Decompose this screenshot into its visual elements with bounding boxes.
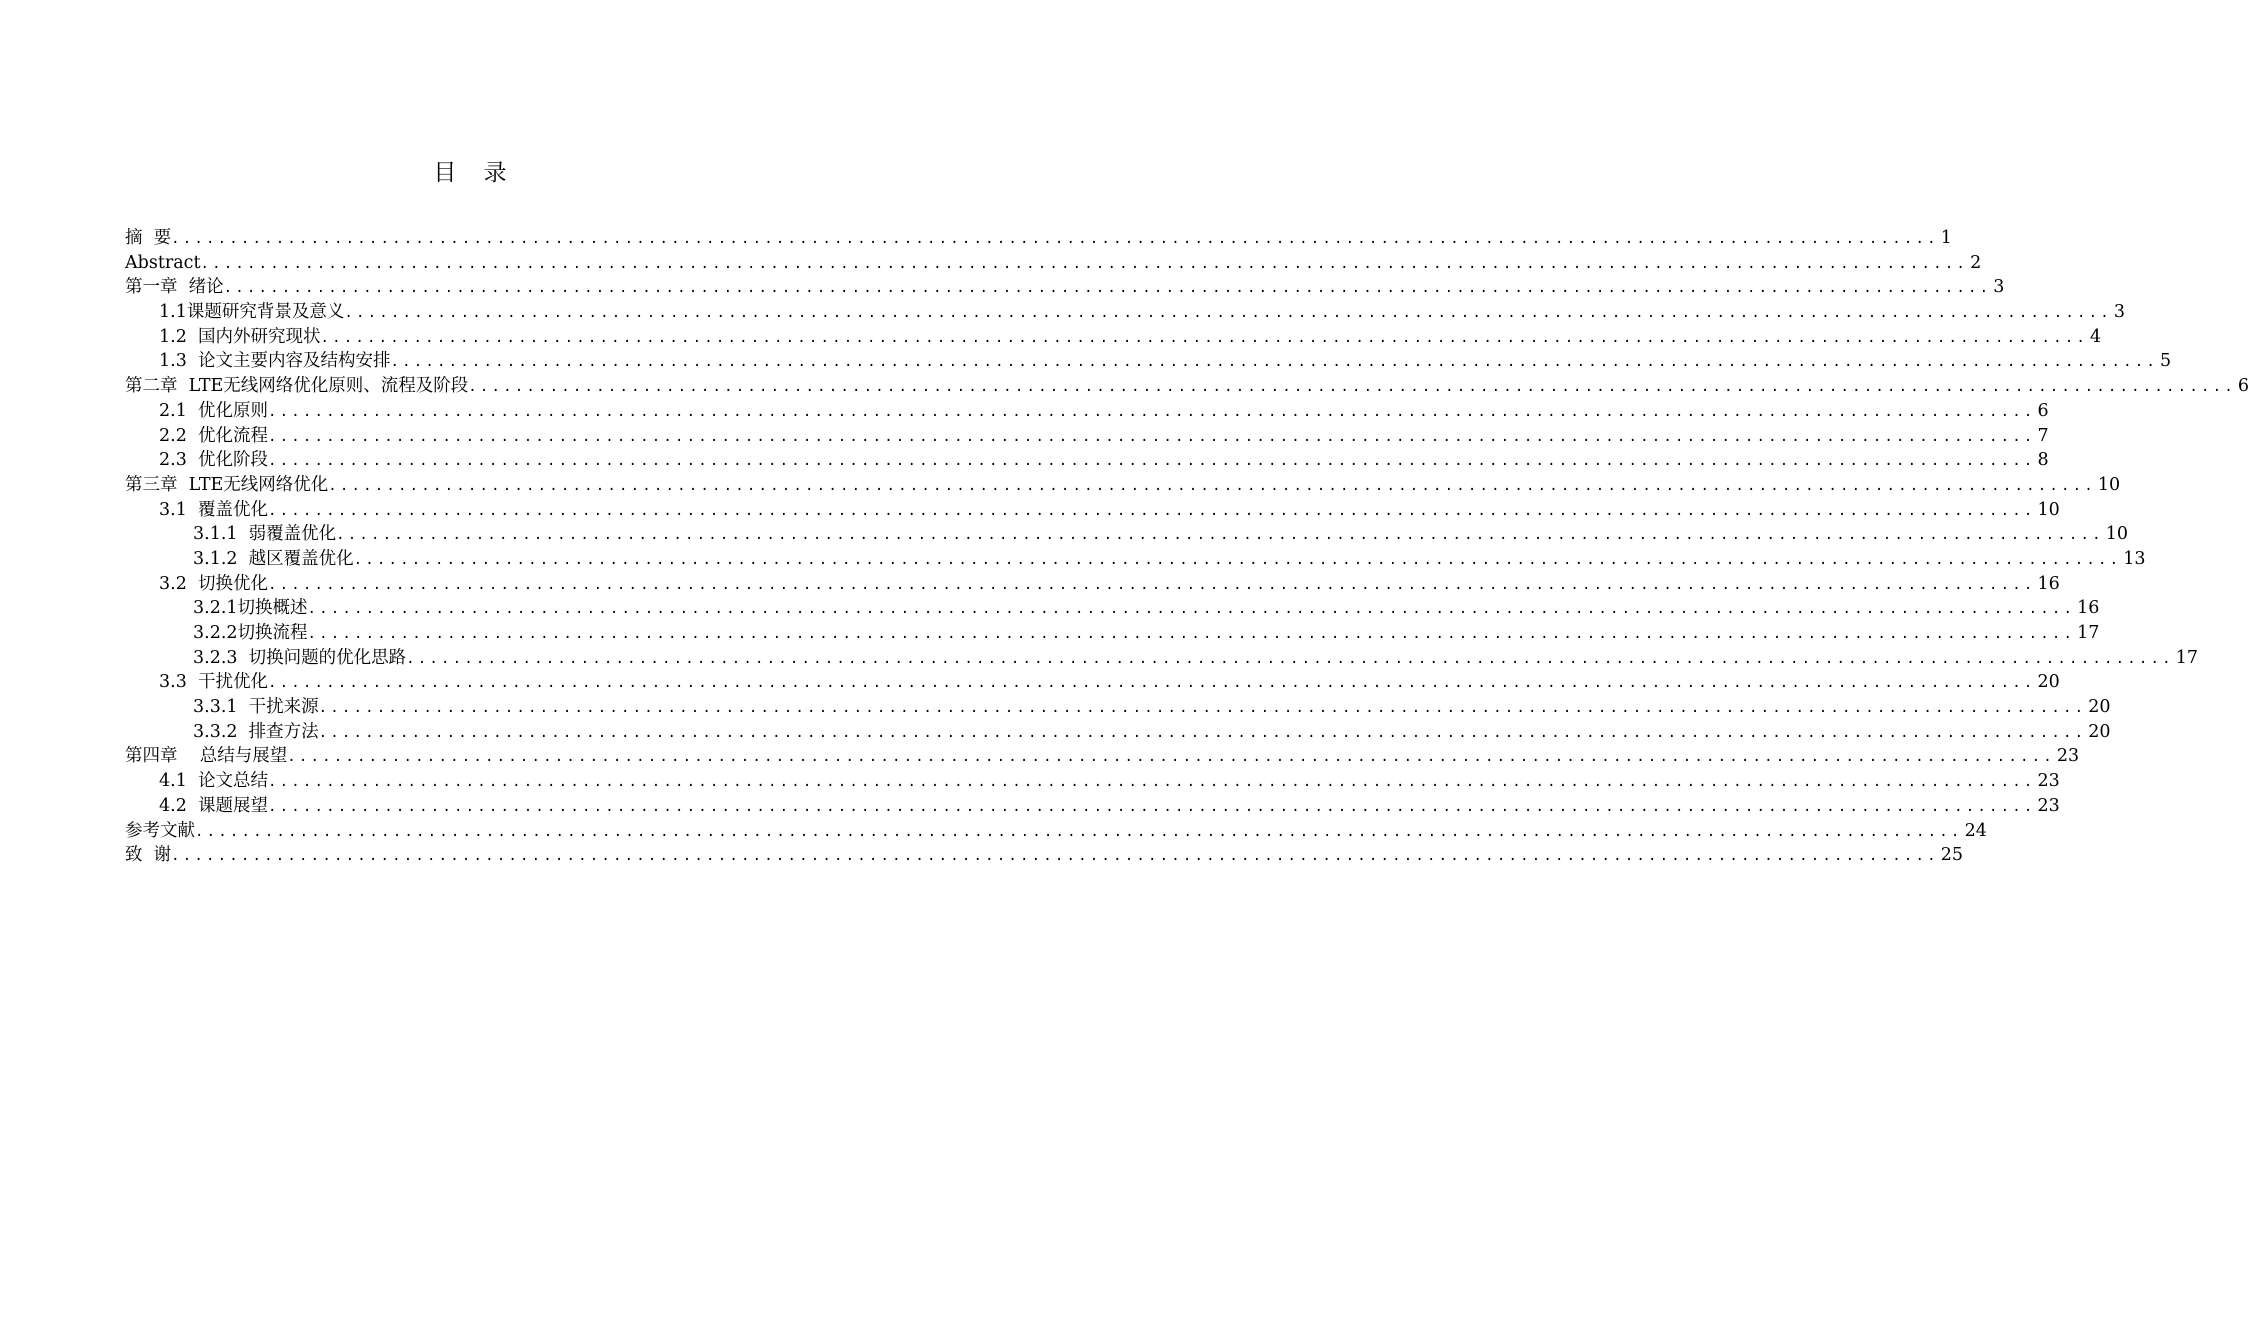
toc-dot-leader: ........................................................................................................................................................ xyxy=(195,823,1963,840)
toc-entry-label: 4.1 论文总结 xyxy=(159,771,268,792)
toc-dot-leader: ........................................................................................................................................................ xyxy=(267,798,2036,815)
toc-entry-label: 1.3 论文主要内容及结构安排 xyxy=(159,351,391,372)
toc-entry-label: 致 谢 xyxy=(125,845,172,866)
toc-entry[interactable] xyxy=(125,794,2060,819)
toc-entry-label: 3.3.1 干扰来源 xyxy=(193,697,319,718)
toc-entry-page: 23 xyxy=(2056,746,2080,767)
toc-dot-leader: ........................................................................................................................................................ xyxy=(353,551,2122,568)
toc-entry[interactable] xyxy=(125,448,2049,473)
toc-entry-page: 17 xyxy=(2077,623,2100,643)
toc-dot-leader: ........................................................................................................................................................ xyxy=(307,601,2076,618)
toc-entry[interactable] xyxy=(125,843,1963,868)
toc-entry-page: 24 xyxy=(1964,820,1987,841)
toc-entry[interactable] xyxy=(125,596,2100,621)
toc-entry-label: 3.1.1 弱覆盖优化 xyxy=(193,524,337,545)
toc-entry-label: 3.2.1切换概述 xyxy=(193,598,308,619)
toc-entry[interactable] xyxy=(125,424,2049,449)
toc-dot-leader: ........................................................................................................................................................ xyxy=(406,650,2174,667)
toc-dot-leader: ........................................................................................................................................................ xyxy=(267,502,2036,519)
toc-entry-label: 3.2.3 切换问题的优化思路 xyxy=(193,647,407,668)
toc-entry[interactable] xyxy=(125,621,2100,646)
toc-entry[interactable] xyxy=(125,374,2249,399)
toc-dot-leader: ........................................................................................................................................................ xyxy=(171,231,1939,247)
toc-entry[interactable] xyxy=(125,325,2102,350)
toc-entry-page: 4 xyxy=(2090,326,2102,347)
page-title: 目 录 xyxy=(433,160,517,186)
toc-dot-leader: ........................................................................................................................................................ xyxy=(336,527,2104,544)
toc-entry[interactable] xyxy=(125,695,2111,720)
toc-entry[interactable] xyxy=(125,720,2111,745)
toc-entry-page: 3 xyxy=(1993,277,2005,298)
toc-entry[interactable] xyxy=(125,498,2060,523)
toc-entry-page: 5 xyxy=(2160,351,2172,372)
toc-dot-leader: ........................................................................................................................................................ xyxy=(267,428,2036,445)
toc-entry-page: 20 xyxy=(2088,697,2111,718)
toc-entry-page: 20 xyxy=(2088,721,2111,742)
toc-entry-label: 1.2 国内外研究现状 xyxy=(159,326,321,347)
toc-dot-leader: ........................................................................................................................................................ xyxy=(328,477,2096,494)
toc-entry-label: 摘 要 xyxy=(125,228,172,248)
toc-dot-leader: ........................................................................................................................................................ xyxy=(318,700,2087,717)
toc-entry-page: 17 xyxy=(2175,647,2199,668)
toc-dot-leader: ........................................................................................................................................................ xyxy=(223,280,1992,297)
toc-entry[interactable] xyxy=(125,275,2005,300)
toc-entry-label: 3.3.2 排查方法 xyxy=(193,721,319,742)
toc-entry[interactable] xyxy=(125,744,2080,769)
toc-entry[interactable] xyxy=(125,646,2199,671)
toc-entry[interactable] xyxy=(125,572,2060,597)
toc-dot-leader: ........................................................................................................................................................ xyxy=(200,255,1969,272)
toc-entry-page: 16 xyxy=(2037,573,2060,594)
toc-dot-leader: ........................................................................................................................................................ xyxy=(287,749,2055,766)
toc-entry-page: 10 xyxy=(2105,524,2129,545)
toc-entry[interactable] xyxy=(125,349,2172,374)
toc-entry-page: 20 xyxy=(2037,672,2060,693)
toc-entry-page: 3 xyxy=(2113,302,2126,323)
toc-entry-page: 10 xyxy=(2037,499,2060,520)
toc-entry-label: 2.1 优化原则 xyxy=(159,400,268,421)
toc-entry-label: Abstract xyxy=(125,252,201,273)
toc-entry-label: 参考文献 xyxy=(125,820,195,841)
toc-entry[interactable] xyxy=(125,251,1982,276)
toc-entry-page: 25 xyxy=(1940,845,1963,866)
toc-entry[interactable] xyxy=(125,226,1952,251)
toc-entry-label: 2.2 优化流程 xyxy=(159,425,268,446)
toc-entry-label: 3.1 覆盖优化 xyxy=(159,499,268,520)
toc-entry-label: 第二章 LTE无线网络优化原则、流程及阶段 xyxy=(125,376,469,397)
toc-entry-page: 1 xyxy=(1940,228,1952,248)
toc-entry[interactable] xyxy=(125,300,2126,325)
toc-dot-leader: ........................................................................................................................................................ xyxy=(307,626,2076,642)
toc-entry[interactable] xyxy=(125,547,2146,572)
toc-entry-label: 3.3 干扰优化 xyxy=(159,672,268,693)
toc-entry-page: 13 xyxy=(2123,548,2146,569)
toc-dot-leader: ........................................................................................................................................................ xyxy=(390,354,2159,371)
toc-dot-leader: ........................................................................................................................................................ xyxy=(171,848,1939,865)
toc-entry-page: 6 xyxy=(2037,400,2049,421)
table-of-contents xyxy=(125,226,2249,868)
toc-dot-leader: ........................................................................................................................................................ xyxy=(267,403,2036,420)
toc-entry-page: 23 xyxy=(2037,771,2060,792)
toc-entry-label: 第一章 绪论 xyxy=(125,277,224,298)
toc-entry[interactable] xyxy=(125,473,2121,498)
toc-entry[interactable] xyxy=(125,819,1987,844)
toc-entry-label: 3.2.2切换流程 xyxy=(193,623,308,643)
toc-dot-leader: ........................................................................................................................................................ xyxy=(468,379,2236,396)
toc-entry-page: 16 xyxy=(2077,598,2100,619)
toc-dot-leader: ........................................................................................................................................................ xyxy=(267,675,2036,692)
toc-entry-label: 4.2 课题展望 xyxy=(159,795,268,816)
toc-dot-leader: ........................................................................................................................................................ xyxy=(267,453,2036,470)
toc-dot-leader: ........................................................................................................................................................ xyxy=(267,576,2036,593)
toc-dot-leader: ........................................................................................................................................................ xyxy=(320,329,2089,346)
toc-entry-label: 2.3 优化阶段 xyxy=(159,450,268,471)
toc-entry[interactable] xyxy=(125,769,2060,794)
toc-entry-page: 6 xyxy=(2237,376,2249,397)
toc-entry-page: 8 xyxy=(2037,450,2049,471)
toc-dot-leader: ........................................................................................................................................................ xyxy=(267,774,2036,791)
toc-entry-label: 3.1.2 越区覆盖优化 xyxy=(193,548,354,569)
toc-entry-page: 2 xyxy=(1970,252,1982,273)
toc-entry[interactable] xyxy=(125,670,2060,695)
toc-entry-page: 23 xyxy=(2037,795,2060,816)
toc-entry-page: 7 xyxy=(2037,425,2049,446)
toc-entry-page: 10 xyxy=(2097,474,2121,495)
toc-dot-leader: ........................................................................................................................................................ xyxy=(344,305,2112,322)
toc-entry[interactable] xyxy=(125,522,2129,547)
toc-dot-leader: ........................................................................................................................................................ xyxy=(318,724,2087,741)
toc-entry[interactable] xyxy=(125,399,2049,424)
toc-entry-label: 3.2 切换优化 xyxy=(159,573,268,594)
toc-entry-label: 第三章 LTE无线网络优化 xyxy=(125,474,329,495)
toc-entry-label: 1.1课题研究背景及意义 xyxy=(159,302,345,323)
toc-entry-label: 第四章 总结与展望 xyxy=(125,746,288,767)
